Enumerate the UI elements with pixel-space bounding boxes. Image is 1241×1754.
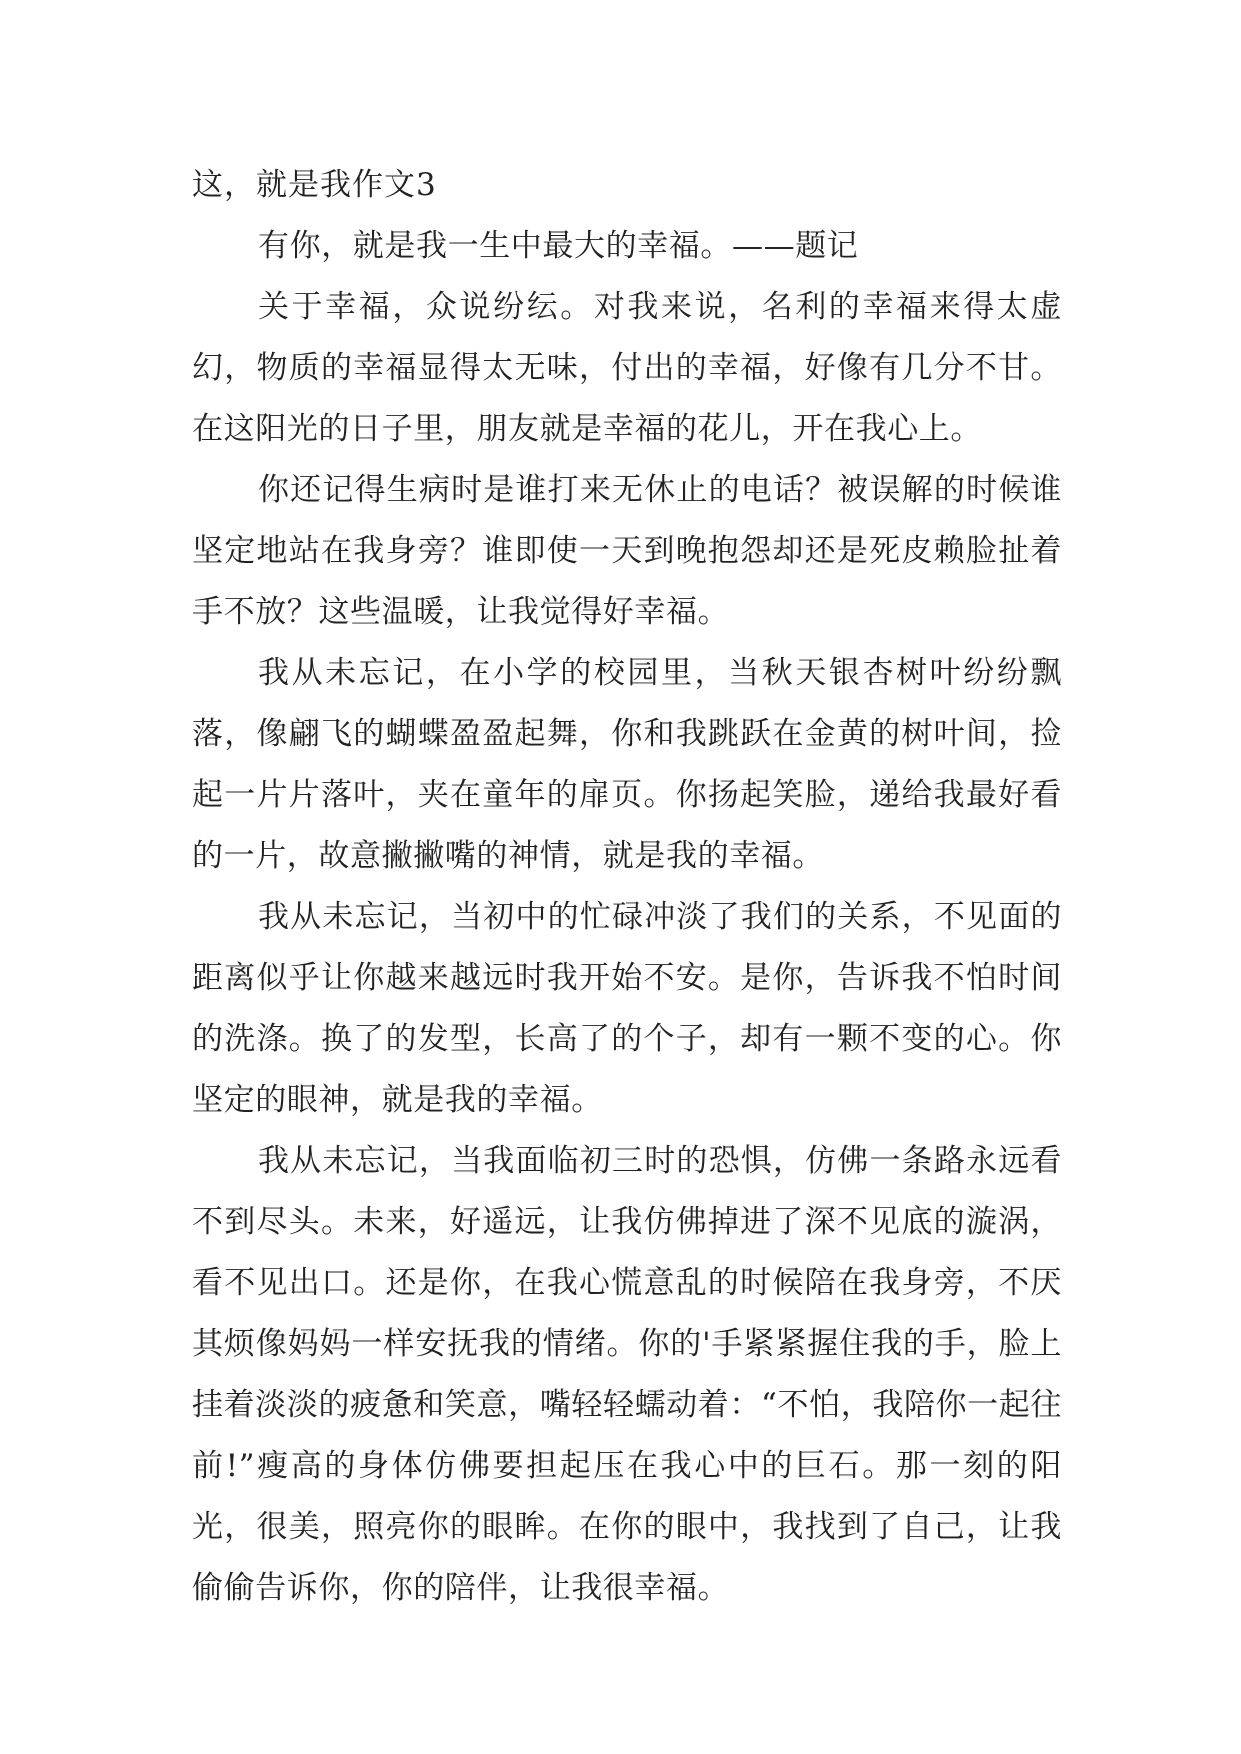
body-paragraph-4: 我从未忘记，当初中的忙碌冲淡了我们的关系，不见面的距离似乎让你越来越远时我开始不安。是你，告诉我不怕时间的洗涤。换了的发型，长高了的个子，却有一颗不变的心。你坚定的眼神，就是我的幸福。 bbox=[192, 899, 1062, 1118]
body-paragraph-2: 你还记得生病时是谁打来无休止的电话？被误解的时候谁坚定地站在我身旁？谁即使一天到晚抱怨却还是死皮赖脸扯着手不放？这些温暖，让我觉得好幸福。 bbox=[192, 472, 1062, 630]
body-paragraph-3: 我从未忘记，在小学的校园里，当秋天银杏树叶纷纷飘落，像翩飞的蝴蝶盈盈起舞，你和我跳跃在金黄的树叶间，捡起一片片落叶，夹在童年的扉页。你扬起笑脸，递给我最好看的一片，故意撇撇嘴的神情，就是我的幸福。 bbox=[192, 655, 1062, 874]
body-paragraph-1: 关于幸福，众说纷纭。对我来说，名利的幸福来得太虚幻，物质的幸福显得太无味，付出的幸福，好像有几分不甘。在这阳光的日子里，朋友就是幸福的花儿，开在我心上。 bbox=[192, 289, 1062, 447]
document-page bbox=[192, 155, 1062, 1619]
body-paragraph-5: 我从未忘记，当我面临初三时的恐惧，仿佛一条路永远看不到尽头。未来，好遥远，让我仿佛掉进了深不见底的漩涡，看不见出口。还是你，在我心慌意乱的时候陪在我身旁，不厌其烦像妈妈一样安抚我的情绪。你的'手紧紧握住我的手，脸上挂着淡淡的疲惫和笑意，嘴轻轻蠕动着：“不怕，我陪你一起往前!”瘦高的身体仿佛要担起压在我心中的巨石。那一刻的阳光，很美，照亮你的眼眸。在你的眼中，我找到了自己，让我偷偷告诉你，你的陪伴，让我很幸福。 bbox=[192, 1143, 1062, 1606]
epigraph-paragraph: 有你，就是我一生中最大的幸福。——题记 bbox=[258, 228, 859, 264]
essay-title: 这，就是我作文3 bbox=[192, 167, 437, 203]
